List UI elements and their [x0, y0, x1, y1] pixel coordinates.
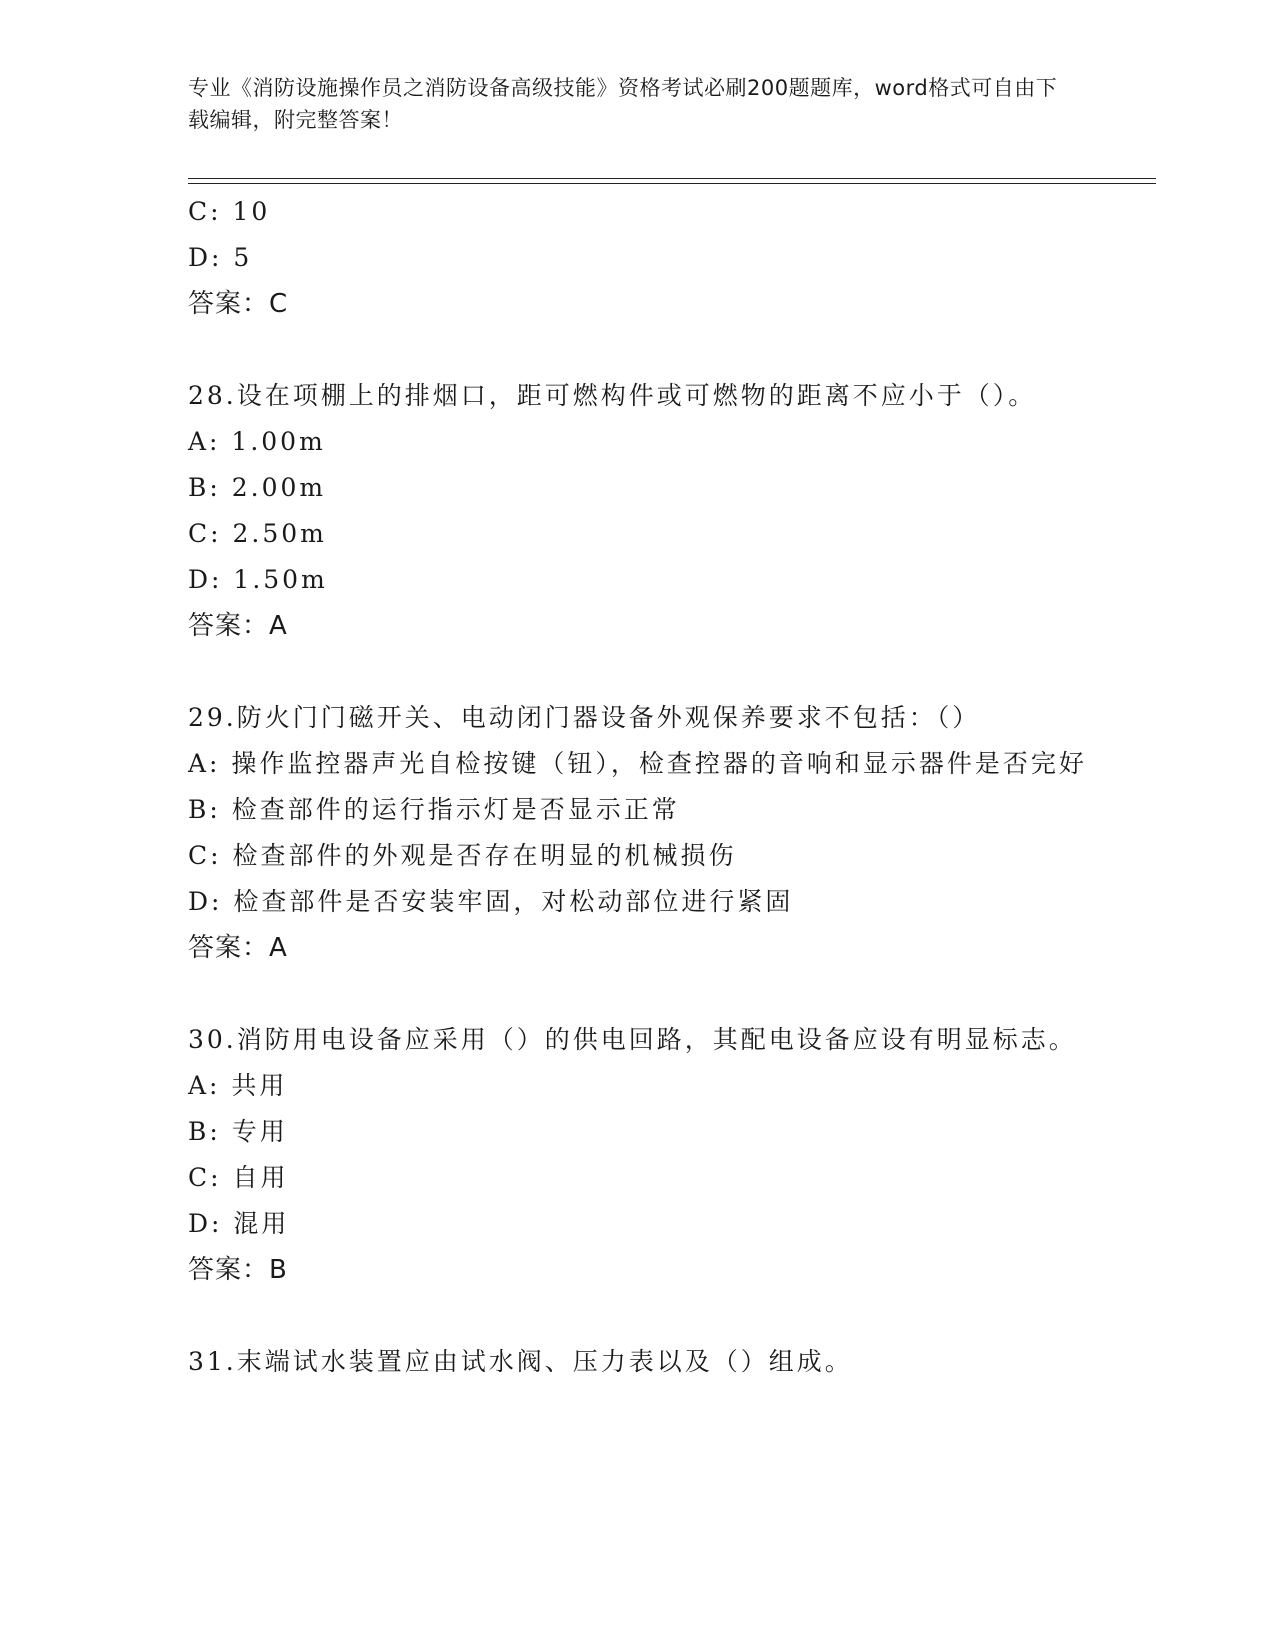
header-divider-bottom [188, 183, 1156, 184]
option-d: D: 1.50m [188, 565, 328, 594]
question-text: 29.防火门门磁开关、电动闭门器设备外观保养要求不包括：（） [188, 703, 981, 732]
answer-line: 答案：A [188, 611, 288, 641]
question-content [188, 189, 1088, 1385]
option-b: B: 2.00m [188, 473, 327, 502]
option-c: C: 自用 [188, 1163, 289, 1192]
option-c: C: 检查部件的外观是否存在明显的机械损伤 [188, 841, 737, 870]
prev-question-block [188, 189, 1088, 327]
answer-line: 答案：C [188, 289, 289, 319]
option-d: D: 检查部件是否安装牢固，对松动部位进行紧固 [188, 887, 794, 916]
option-b: B: 专用 [188, 1117, 288, 1146]
question-block-30 [188, 1017, 1088, 1293]
option-c: C: 10 [188, 197, 271, 226]
option-a: A: 操作监控器声光自检按键（钮），检查控器的音响和显示器件是否完好 [188, 749, 1087, 778]
question-text: 31.末端试水装置应由试水阀、压力表以及（）组成。 [188, 1347, 853, 1376]
spacer [188, 327, 1088, 373]
answer-line: 答案：B [188, 1255, 288, 1285]
question-text: 30.消防用电设备应采用（）的供电回路，其配电设备应设有明显标志。 [188, 1025, 1077, 1054]
spacer [188, 649, 1088, 695]
spacer [188, 971, 1088, 1017]
option-a: A: 共用 [188, 1071, 288, 1100]
spacer [188, 1293, 1088, 1339]
header-divider-top [188, 178, 1156, 179]
option-a: A: 1.00m [188, 427, 326, 456]
option-d: D: 5 [188, 243, 253, 272]
question-block-29 [188, 695, 1088, 971]
option-c: C: 2.50m [188, 519, 327, 548]
answer-line: 答案：A [188, 933, 288, 963]
question-text: 28.设在项棚上的排烟口，距可燃构件或可燃物的距离不应小于（）。 [188, 381, 1037, 410]
option-d: D: 混用 [188, 1209, 290, 1238]
question-block-31 [188, 1339, 1088, 1385]
option-b: B: 检查部件的运行指示灯是否显示正常 [188, 795, 680, 824]
question-block-28 [188, 373, 1088, 649]
document-header: 专业《消防设施操作员之消防设备高级技能》资格考试必刷200题题库，word格式可自由下载编辑，附完整答案！ [188, 76, 1058, 132]
